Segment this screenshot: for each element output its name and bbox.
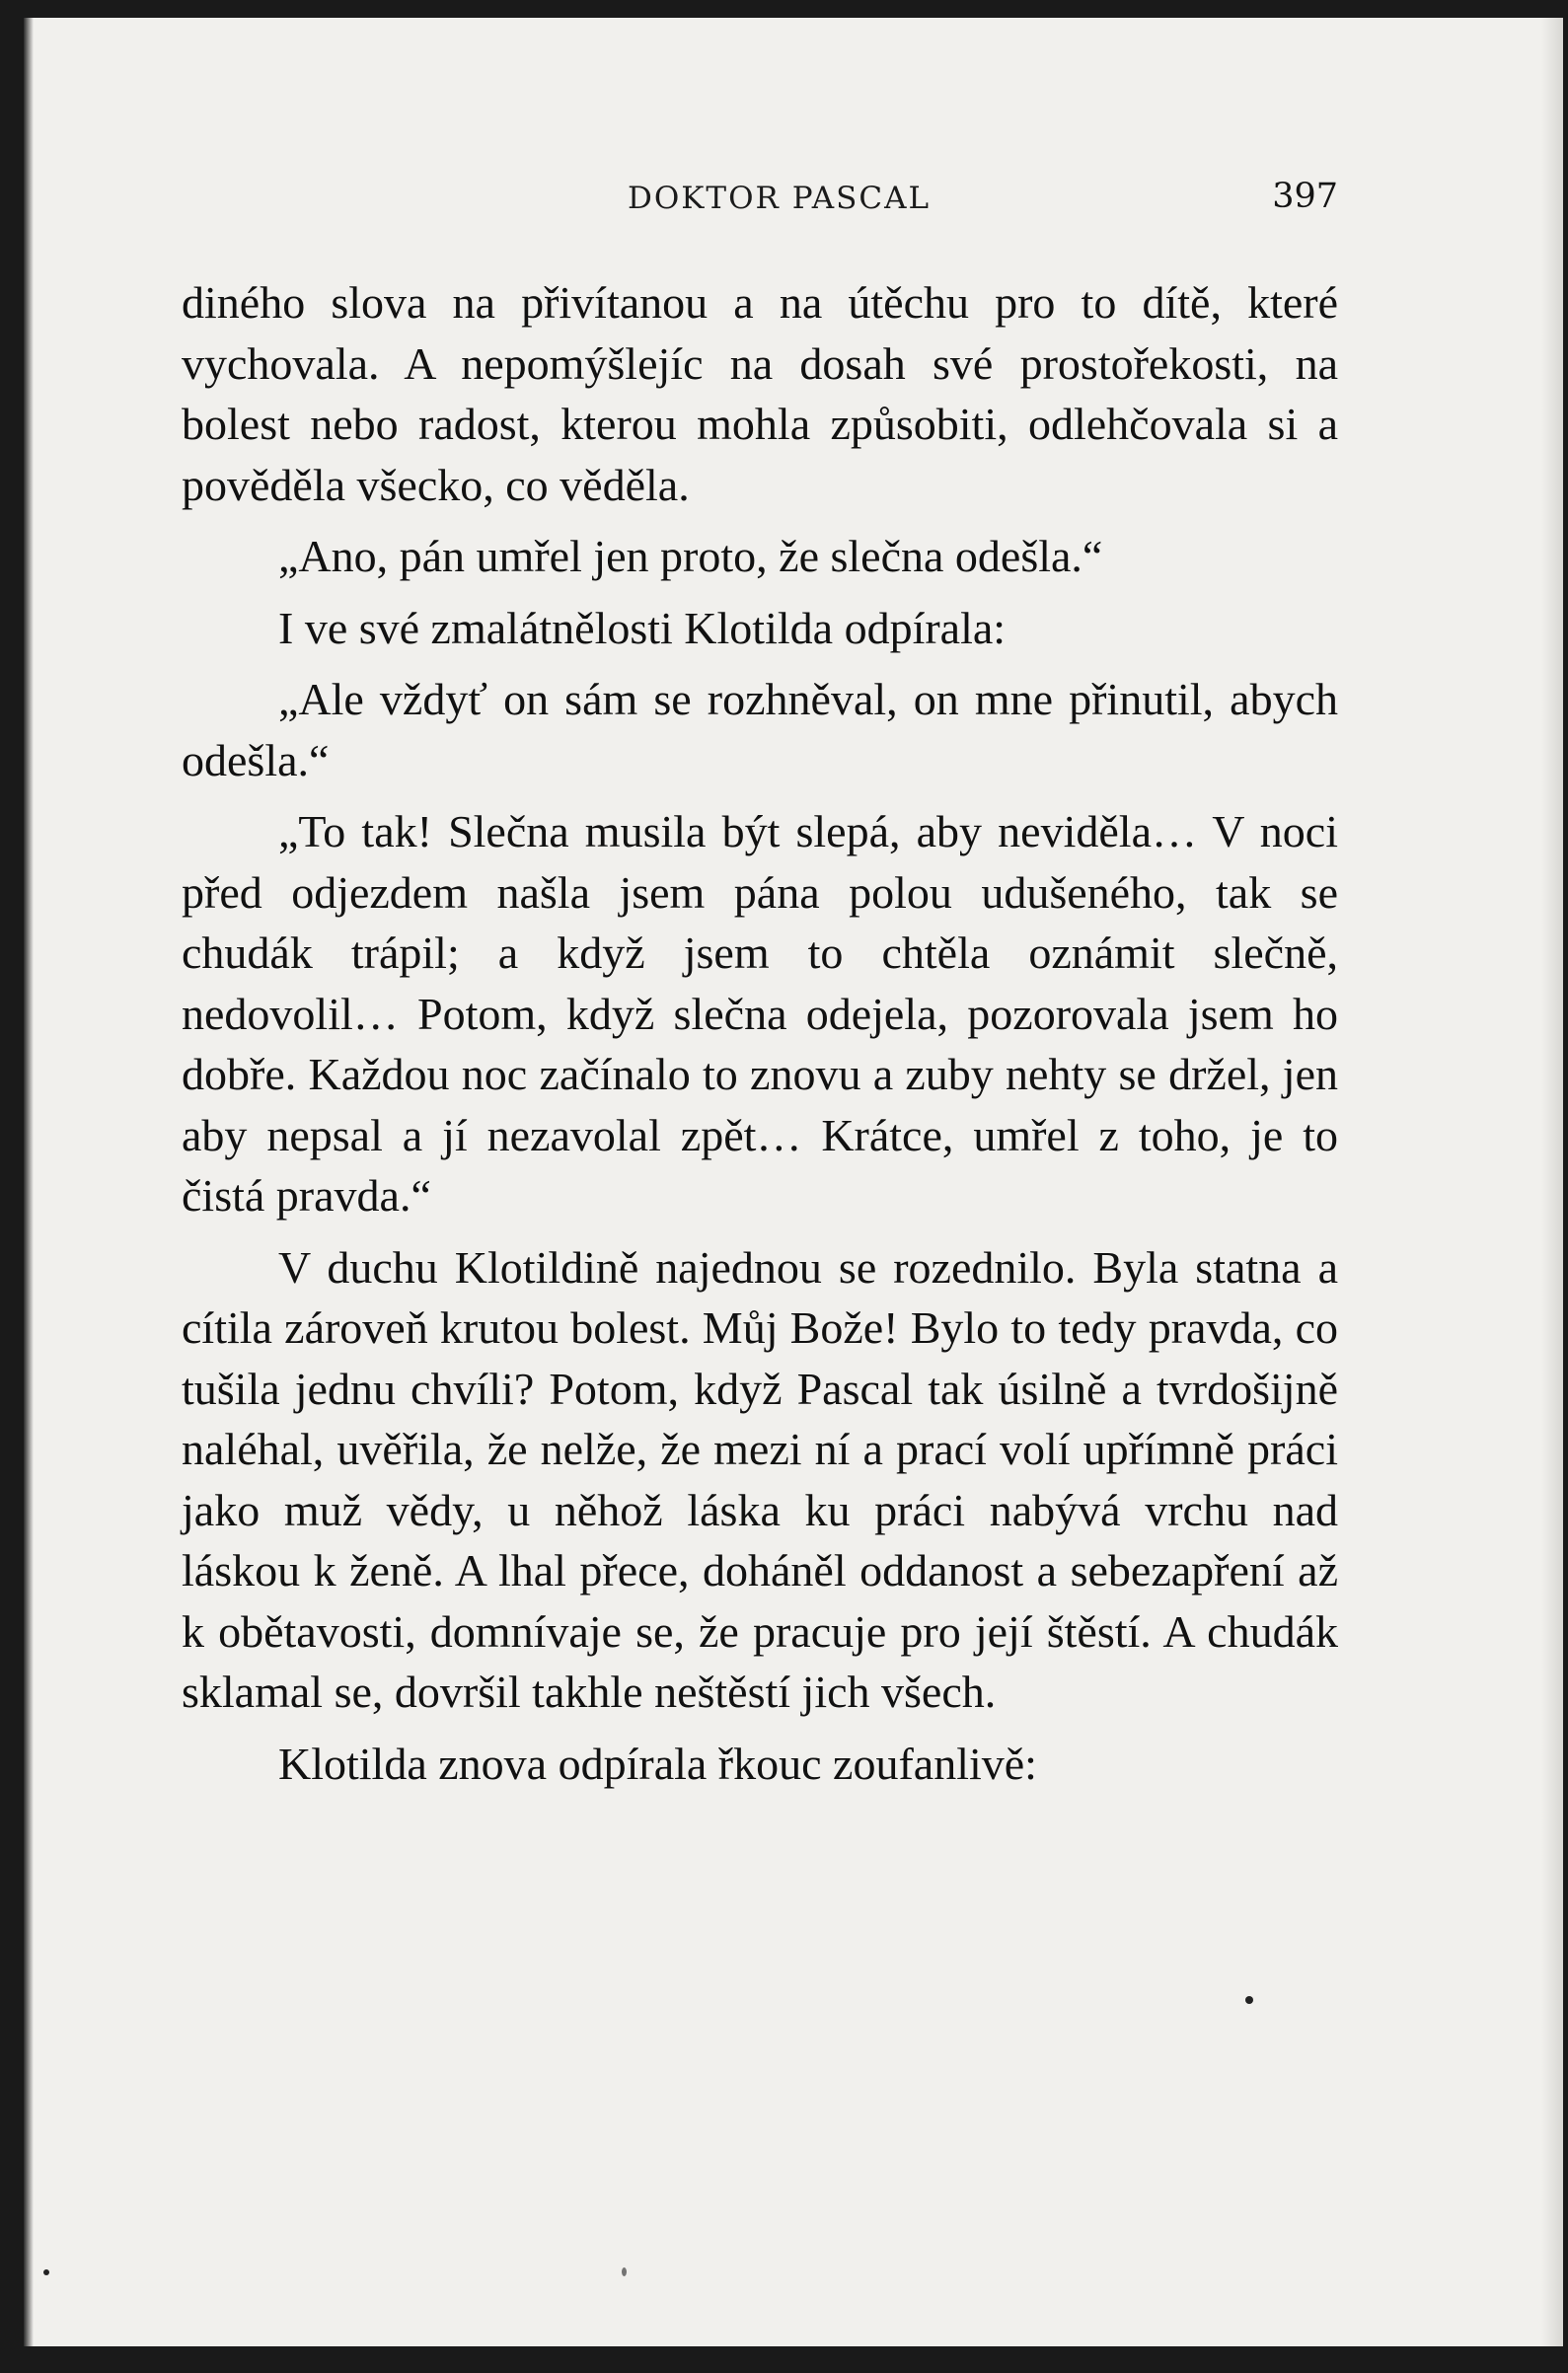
print-speck [43, 2269, 49, 2275]
print-speck [622, 2267, 627, 2276]
paragraph: „Ano, pán umřel jen proto, že slečna odešla.“ [278, 531, 1103, 581]
paragraph: Klotilda znova odpírala řkouc zoufanlivě: [278, 1738, 1037, 1789]
page-binding-edge [24, 18, 34, 2346]
paragraph: „Ale vždyť on sám se rozhněval, on mne přinutil, abych odešla.“ [182, 674, 1338, 785]
print-speck [1245, 1996, 1253, 2004]
page-header [182, 177, 1338, 220]
page-fore-edge [1541, 18, 1563, 2346]
paragraph: diného slova na přivítanou a na útěchu pro to dítě, které vychovala. A nepomýšlejíc na dosah své prostořekosti, na bolest nebo radost, kterou mohla způsobiti, odlehčovala si a pověděla všecko, co věděla. [182, 277, 1338, 510]
paragraph: V duchu Klotildině najednou se rozednilo. Byla statna a cítila zároveň krutou bolest. Můj Bože! Bylo to tedy pravda, co tušila jednu chvíli? Potom, když Pascal tak úsilně a tvrdošijně naléhal, uvěřila, že nelže, že mezi ní a prací volí upřímně práci jako muž vědy, u něhož láska ku práci nabývá vrchu nad láskou k ženě. A lhal přece, doháněl oddanost a sebezapření až k obětavosti, domnívaje se, že pracuje pro její štěstí. A chudák sklamal se, dovršil takhle neštěstí jich všech. [182, 1241, 1338, 1717]
book-page [24, 18, 1563, 2346]
running-title: DOKTOR PASCAL [628, 181, 932, 216]
page-number: 397 [1272, 177, 1338, 216]
paragraph: „To tak! Slečna musila být slepá, aby neviděla… V noci před odjezdem našla jsem pána polou udušeného, tak se chudák trápil; a když jsem to chtěla oznámit slečně, nedovolil… Potom, když slečna odejela, pozorovala jsem ho dobře. Každou noc začínalo to znovu a zuby nehty se držel, jen aby nepsal a jí nezavolal zpět… Krátce, umřel z toho, je to čistá pravda.“ [182, 806, 1338, 1221]
body-text [182, 272, 1338, 1805]
paragraph: I ve své zmalátnělosti Klotilda odpírala: [278, 602, 1007, 653]
